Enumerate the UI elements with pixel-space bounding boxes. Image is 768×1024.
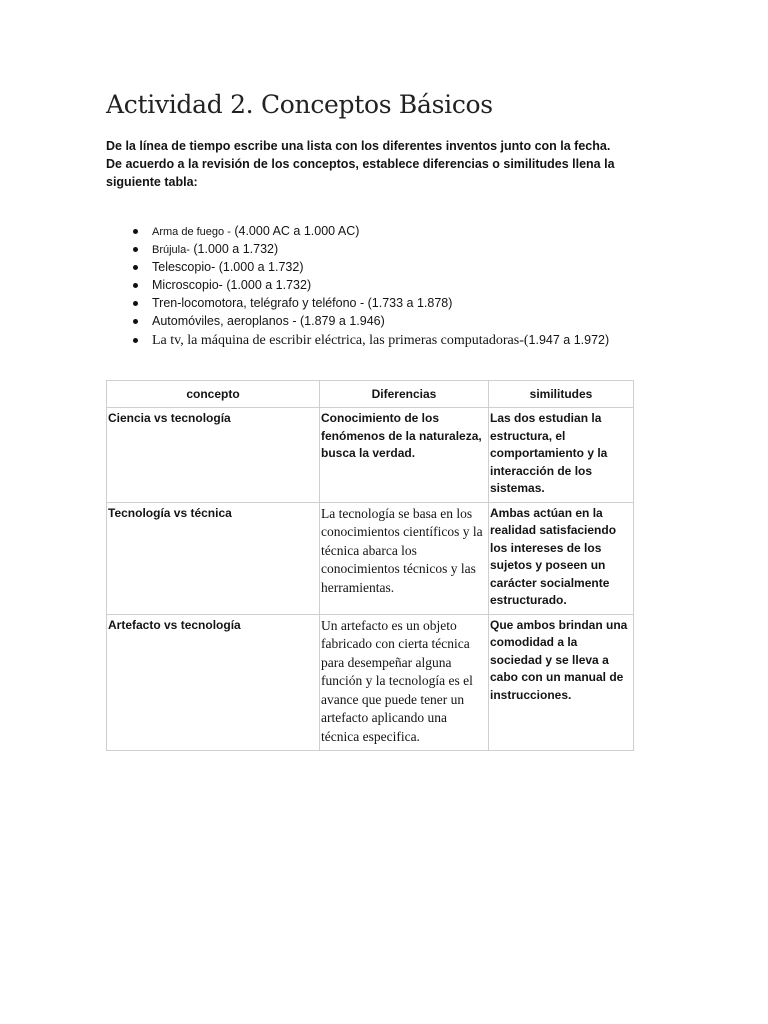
- concepto-cell: Artefacto vs tecnología: [107, 614, 320, 751]
- invention-date-close: ): [605, 333, 610, 347]
- similitudes-cell: Las dos estudian la estructura, el comportamiento y la interacción de los sistemas.: [489, 408, 634, 503]
- list-item: [130, 258, 609, 276]
- instruction-line: De la línea de tiempo escribe una lista con los diferentes inventos junto con la fecha.: [106, 139, 611, 153]
- concepts-table: [106, 380, 634, 751]
- concepto-cell: Ciencia vs tecnología: [107, 408, 320, 503]
- diferencias-cell: Un artefacto es un objeto fabricado con cierta técnica para desempeñar alguna función y la tecnología es el avance que puede tener un artefacto aplicando una técnica especifica.: [320, 614, 489, 751]
- list-item: [130, 222, 609, 240]
- list-item: [130, 276, 609, 294]
- list-item: [130, 330, 609, 350]
- table-row: [107, 408, 634, 503]
- inventions-list: [130, 222, 609, 350]
- invention-name: Automóviles, aeroplanos -: [152, 314, 297, 328]
- list-item: [130, 294, 609, 312]
- column-header-concepto: concepto: [107, 381, 320, 408]
- list-item: [130, 240, 609, 258]
- invention-date: (1.000 a 1.732): [215, 260, 304, 274]
- diferencias-cell: Conocimiento de los fenómenos de la naturaleza, busca la verdad.: [320, 408, 489, 503]
- invention-name: Telescopio-: [152, 260, 216, 274]
- invention-name: La tv, la máquina de escribir eléctrica, las primeras computadoras-(: [152, 333, 529, 348]
- invention-date: (1.000 a 1.732): [189, 242, 279, 256]
- concepto-cell: Tecnología vs técnica: [107, 502, 320, 614]
- invention-date: (1.879 a 1.946): [296, 314, 385, 328]
- invention-date: (1.733 a 1.878): [364, 296, 453, 310]
- invention-name: Arma de fuego -: [152, 226, 231, 238]
- table-row: [107, 614, 634, 751]
- invention-date: (1.000 a 1.732): [222, 278, 312, 292]
- invention-date: 1.947 a 1.972: [528, 333, 606, 347]
- invention-name: Microscopio-: [152, 278, 223, 292]
- page-title: Actividad 2. Conceptos Básicos: [106, 90, 493, 119]
- table-header-row: [107, 381, 634, 408]
- column-header-diferencias: Diferencias: [320, 381, 489, 408]
- invention-date: (4.000 AC a 1.000 AC): [230, 224, 360, 238]
- invention-name: Brújula-: [152, 244, 190, 256]
- similitudes-cell: Ambas actúan en la realidad satisfaciendo los intereses de los sujetos y poseen un carácter socialmente estructurado.: [489, 502, 634, 614]
- diferencias-cell: La tecnología se basa en los conocimientos científicos y la técnica abarca los conocimientos técnicos y las herramientas.: [320, 502, 489, 614]
- invention-name: Tren-locomotora, telégrafo y teléfono -: [152, 296, 365, 310]
- table-row: [107, 502, 634, 614]
- similitudes-cell: Que ambos brindan una comodidad a la sociedad y se lleva a cabo con un manual de instrucciones.: [489, 614, 634, 751]
- instructions: [106, 137, 666, 191]
- list-item: [130, 312, 609, 330]
- column-header-similitudes: similitudes: [489, 381, 634, 408]
- instruction-line: De acuerdo a la revisión de los conceptos, establece diferencias o similitudes llena la siguiente tabla:: [106, 157, 615, 189]
